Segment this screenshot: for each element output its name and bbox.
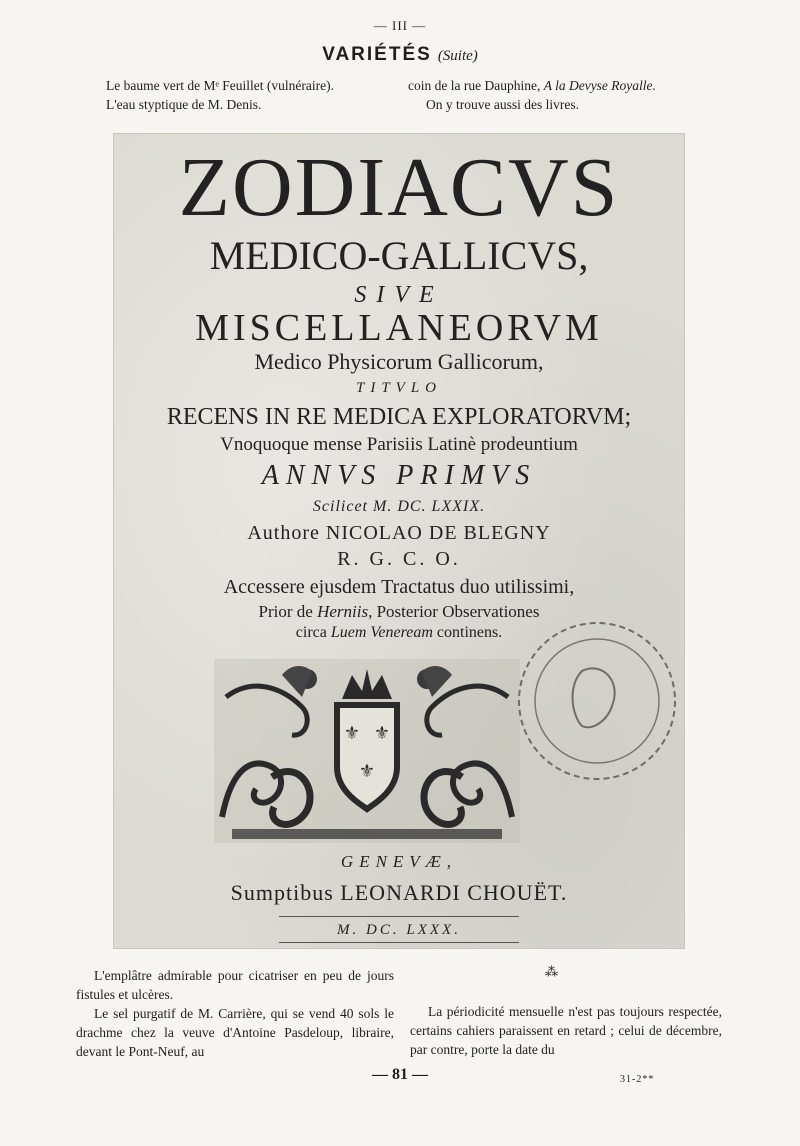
plate-titulo: TITVLO [355, 380, 443, 396]
plate-rule-top [279, 916, 519, 917]
plate-prior-a: Prior de [258, 602, 318, 621]
bottom-left-paragraph-2: Le sel purgatif de M. Carrière, qui se vend 40 sols le drachme chez la veuve d'Antoine Pasdeloup, libraire, devant le Pont-Neuf, au [76, 1006, 394, 1059]
svg-text:⚜: ⚜ [343, 723, 361, 743]
plate-sumptibus: Sumptibus LEONARDI CHOUËT. [230, 880, 568, 905]
svg-text:⚜: ⚜ [358, 761, 376, 781]
plate-sive: SIVE [354, 282, 444, 308]
section-title [0, 44, 800, 66]
plate-scilicet: Scilicet M. DC. LXXIX. [312, 498, 486, 515]
plate-rule-bottom [279, 942, 519, 943]
royal-arms-emblem [212, 657, 522, 845]
plate-prior-herniis: Herniis [317, 602, 369, 621]
library-stamp [512, 616, 682, 786]
plate-accessere: Accessere ejusdem Tractatus duo utilissimi, [223, 576, 575, 598]
top-right-line-1 [408, 76, 728, 95]
plate-circa-a: circa [295, 624, 331, 641]
plate-rgco: R. G. C. O. [337, 548, 461, 570]
top-left-line-2: L'eau styptique de M. Denis. [106, 97, 262, 112]
running-head: — III — [373, 18, 427, 33]
plate-vnoquoque: Vnoquoque mense Parisiis Latinè prodeuntium [220, 434, 578, 455]
plate-medico-physicorum: Medico Physicorum Gallicorum, [254, 349, 544, 374]
section-title-text: VARIÉTÉS [322, 44, 432, 65]
bottom-right-column [410, 1002, 722, 1059]
plate-year: M. DC. LXXX. [337, 922, 461, 938]
plate-title-zodiacus: ZODIACVS [178, 141, 620, 234]
page-number: — 81 — [372, 1066, 428, 1083]
top-right-column [408, 76, 728, 114]
top-right-line-1-prefix: coin de la rue Dauphine, [408, 78, 544, 93]
bottom-left-column [76, 966, 394, 1061]
plate-recens: RECENS IN RE MEDICA EXPLORATORVM; [166, 404, 632, 430]
section-title-suite: (Suite) [437, 48, 478, 64]
asterism: ⁂ [545, 964, 558, 979]
bottom-left-paragraph-1: L'emplâtre admirable pour cicatriser en peu de jours fistules et ulcères. [76, 968, 394, 1002]
signature-mark: 31-2** [620, 1074, 655, 1085]
top-left-line-1: Le baume vert de Mᵉ Feuillet (vulnéraire). [106, 78, 334, 93]
plate-title-medico-gallicus: MEDICO-GALLICVS, [209, 233, 589, 278]
plate-annus-primus: ANNVS PRIMVS [261, 460, 537, 491]
top-right-line-2: On y trouve aussi des livres. [426, 97, 579, 112]
top-right-line-1-italic: A la Devyse Royalle. [543, 78, 656, 93]
bottom-right-paragraph-1: La périodicité mensuelle n'est pas toujours respectée, certains cahiers paraissent en retard ; celui de décembre, par contre, porte la date du [410, 1004, 722, 1057]
plate-author: Authore NICOLAO DE BLEGNY [247, 522, 551, 544]
top-left-column [88, 76, 398, 114]
title-page-facsimile [113, 133, 685, 949]
plate-geneva: GENEVÆ, [340, 852, 458, 871]
plate-circa-luem: Luem Veneream [330, 624, 433, 641]
plate-miscellaneorum: MISCELLANEORVM [195, 307, 603, 349]
plate-circa-b: continens. [432, 624, 503, 641]
svg-text:⚜: ⚜ [373, 723, 391, 743]
plate-prior-b: , Posterior Observationes [368, 602, 540, 621]
